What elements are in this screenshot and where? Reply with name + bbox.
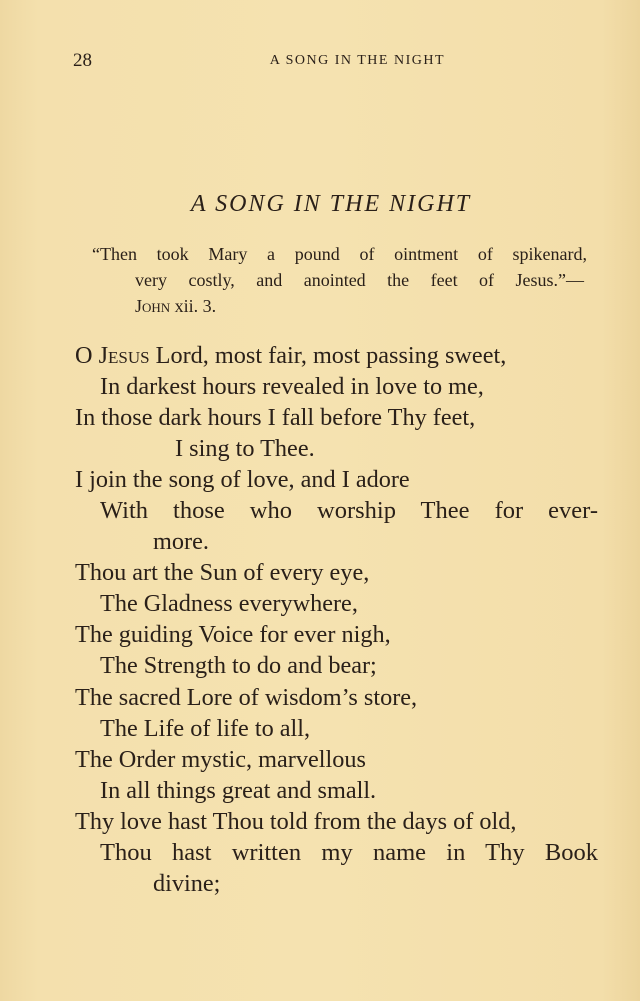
epigraph-line: very costly, and anointed the feet of Jesus.”—	[135, 270, 584, 290]
verse-line: Thou art the Sun of every eye,	[75, 559, 370, 587]
verse-line: The guiding Voice for ever nigh,	[75, 621, 391, 649]
verse-line: Thou hast written my name in Thy Book	[100, 838, 598, 866]
epigraph	[92, 241, 592, 319]
verse-line: In those dark hours I fall before Thy feet,	[75, 404, 476, 432]
verse-line: With those who worship Thee for ever-	[100, 497, 598, 525]
verse-line: The Order mystic, marvellous	[75, 745, 366, 773]
epigraph-source-ref: xii. 3.	[170, 296, 217, 316]
verse-line: divine;	[153, 869, 221, 897]
epigraph-source-name: John	[135, 296, 171, 316]
verse-line: I sing to Thee.	[175, 435, 315, 463]
epigraph-source	[135, 293, 592, 319]
verse-line: In darkest hours revealed in love to me,	[100, 373, 484, 401]
verse-line: The sacred Lore of wisdom’s store,	[75, 683, 418, 711]
verse-line: In all things great and small.	[100, 776, 377, 804]
running-title: A SONG IN THE NIGHT	[269, 53, 445, 68]
verse-line: The Gladness everywhere,	[100, 590, 358, 618]
verse-line: more.	[153, 528, 209, 556]
page-number: 28	[73, 50, 92, 71]
epigraph-line: “Then took Mary a pound of ointment of spikenard,	[92, 244, 587, 264]
verse-line: I join the song of love, and I adore	[75, 466, 410, 494]
running-head	[73, 50, 445, 72]
verse-line: The Strength to do and bear;	[100, 652, 377, 680]
poem-title: A SONG IN THE NIGHT	[190, 191, 472, 217]
verse-line: Thy love hast Thou told from the days of old,	[75, 807, 517, 835]
verse-small-caps: Jesus	[98, 342, 150, 369]
poem-body	[75, 340, 605, 899]
verse-line: The Life of life to all,	[100, 714, 311, 742]
verse-text: O	[75, 342, 99, 369]
verse-text: Lord, most fair, most passing sweet,	[149, 342, 507, 369]
verse-line	[75, 340, 605, 371]
